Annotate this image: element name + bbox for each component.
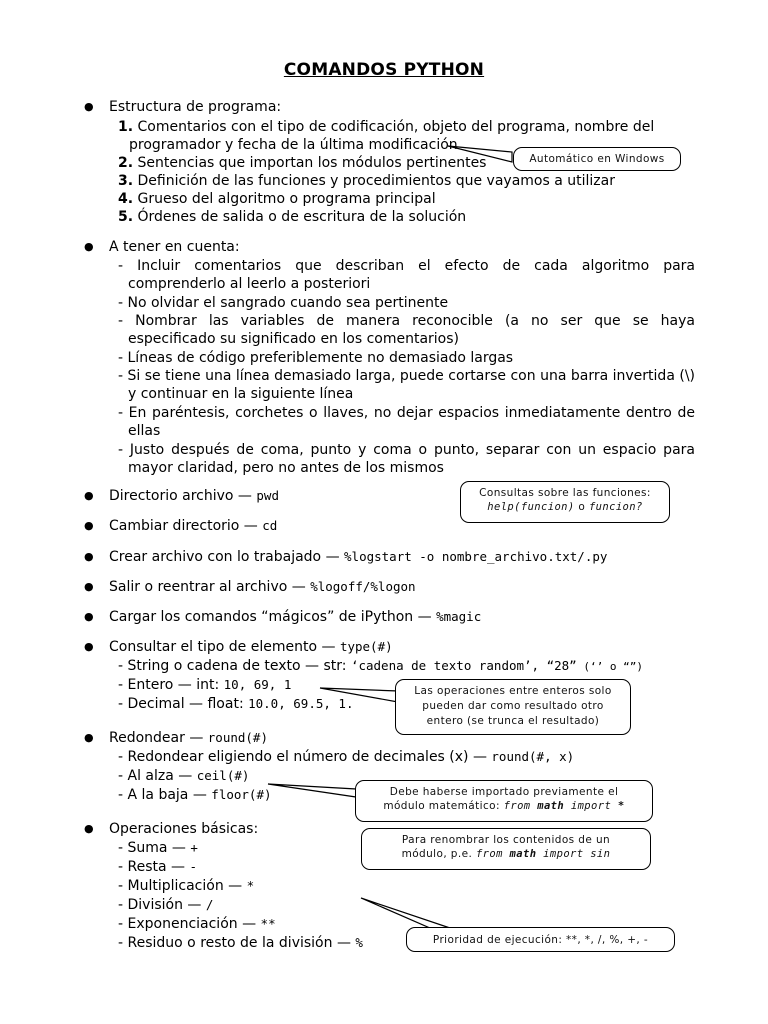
list-item: - Redondear eligiendo el número de decimales (x) — round(#, x) (118, 749, 575, 765)
list-item: 3. Definición de las funciones y procedimientos que vayamos a utilizar (118, 173, 615, 189)
list-item: - String o cadena de texto — str: ‘cadena de texto random’, “28” (‘’ o “”) (118, 658, 643, 674)
list-item: - Si se tiene una línea demasiado larga, puede cortarse con una barra invertida (\) y continuar en la siguiente línea (118, 368, 695, 403)
bullet: ● (84, 822, 94, 835)
list-item: - Al alza — ceil(#) (118, 768, 250, 784)
code: %logstart -o nombre_archivo.txt/.py (344, 549, 608, 564)
list-item: - Resta — - (118, 859, 198, 875)
bullet: ● (84, 240, 94, 253)
bullet: ● (84, 519, 94, 532)
list-item-cont: programador y fecha de la última modificación (129, 137, 458, 153)
code: pwd (256, 488, 279, 503)
callout-renombrar: Para renombrar los contenidos de un módulo, p.e. from math import sin (361, 828, 651, 870)
pointer-prioridad (361, 898, 450, 928)
list-item: 2. Sentencias que importan los módulos pertinentes (118, 155, 487, 171)
list-item: - Entero — int: 10, 69, 1 (118, 677, 292, 693)
list-item: 1. Comentarios con el tipo de codificación, objeto del programa, nombre del (118, 119, 655, 135)
list-item: - Incluir comentarios que describan el efecto de cada algoritmo para comprenderlo al leerlo a posteriori (118, 258, 695, 293)
list-item: - Multiplicación — * (118, 878, 255, 894)
code: type(#) (339, 639, 393, 654)
callout-math: Debe haberse importado previamente el módulo matemático: from math import * (355, 780, 653, 822)
list-item: - Nombrar las variables de manera reconocible (a no ser que se haya especificado su significado en los comentarios) (118, 313, 695, 348)
estructura-label: Estructura de programa: (109, 99, 282, 115)
pointer-windows (448, 146, 512, 162)
list-item: - Residuo o resto de la división — % (118, 935, 363, 951)
list-item: - Decimal — float: 10.0, 69.5, 1. (118, 696, 354, 712)
pointer-enteros (320, 688, 398, 702)
bullet: ● (84, 550, 94, 563)
page-title: COMANDOS PYTHON (283, 60, 485, 80)
code: round(#) (207, 730, 268, 745)
list-item: - Líneas de código preferiblemente no demasiado largas (118, 350, 514, 366)
document-page: COMANDOS PYTHON ● Estructura de programa: 1. Comentarios con el tipo de codificación, objeto del programa, nombre del programador y fecha de la última modificación 2. Sentencias que importan los módulos pertinentes 3. Definición de las funciones y procedimientos que vayamos a utilizar 4. Grueso del algoritmo o programa principal 5. Órdenes de salida o de escritura de la solución ● A tener en cuenta: - Incluir comentarios que describan el efecto de cada algoritmo para comprenderlo al leerlo a posteriori - No olvidar el sangrado cuando sea pertinente - Nombrar las variables de manera reconocible (a no ser que se haya especificado su significado en los comentarios) - Líneas de código preferiblemente no demasiado largas - Si se tiene una línea demasiado larga, puede cortarse con una barra invertida (\) y continuar en la siguiente línea - En paréntesis, corchetes o llaves, no dejar espacios inmediatamente dentro de ellas - Justo después de coma, punto y coma o punto, separar con un espacio para mayor claridad, pero no antes de los mismos ● Directorio archivo — pwd ● Cambiar directorio — cd ● Crear archivo con lo trabajado — %logstart -o nombre_archivo.txt/.py ● Salir o reentrar al archivo — %logoff/%logon ● Cargar los comandos “mágicos” de iPython — %magic ● Consultar el tipo de elemento — type(#) - String o cadena de texto — str: ‘cadena de texto random’, “28” (‘’ o “”) - Entero — int: 10, 69, 1 - Decimal — float: 10.0, 69.5, 1. ● Redondear — round(#) - Redondear eligiendo el número de decimales (x) — round(#, x) - Al alza — ceil(#) - A la baja — floor(#) ● Operaciones básicas: - Suma — + - Resta — - - Multiplicación — * - División — / - Exponenciación — ** - Residuo o resto de la división — % Automático en Windows Consultas sobre las funciones: help(funcion) o funcion? Las operaciones entre enteros solo pueden dar como resultado otro entero (se trunca el resultado) Debe haberse importado previamente el módulo matemático: from math import * Para renombrar los contenidos de un módulo, p.e. from math import sin Prioridad de ejecución: **, *, /, %, +, - (0, 0, 768, 1024)
code: cd (262, 518, 278, 533)
callout-enteros: Las operaciones entre enteros solo pueden dar como resultado otro entero (se trunca el resultado) (395, 679, 631, 735)
callout-windows: Automático en Windows (513, 147, 681, 171)
bullet: ● (84, 100, 94, 113)
bullet: ● (84, 610, 94, 623)
list-item: - Exponenciación — ** (118, 916, 276, 932)
callout-prioridad: Prioridad de ejecución: **, *, /, %, +, - (406, 927, 675, 952)
pointer-math (268, 784, 356, 797)
tener-label: A tener en cuenta: (109, 239, 240, 255)
bullet: ● (84, 640, 94, 653)
list-item: - Justo después de coma, punto y coma o punto, separar con un espacio para mayor claridad, pero no antes de los mismos (118, 442, 695, 477)
list-item: - En paréntesis, corchetes o llaves, no dejar espacios inmediatamente dentro de ellas (118, 405, 695, 440)
bullet: ● (84, 580, 94, 593)
code: %magic (436, 609, 482, 624)
bullet: ● (84, 731, 94, 744)
list-item: - División — / (118, 897, 214, 913)
list-item: - A la baja — floor(#) (118, 787, 272, 803)
code: %logoff/%logon (310, 579, 416, 594)
list-item: - Suma — + (118, 840, 198, 856)
list-item: 5. Órdenes de salida o de escritura de la solución (118, 209, 467, 225)
list-item: - No olvidar el sangrado cuando sea pertinente (118, 295, 449, 311)
list-item: 4. Grueso del algoritmo o programa principal (118, 191, 436, 207)
callout-consultas: Consultas sobre las funciones: help(funcion) o funcion? (460, 481, 670, 523)
bullet: ● (84, 489, 94, 502)
